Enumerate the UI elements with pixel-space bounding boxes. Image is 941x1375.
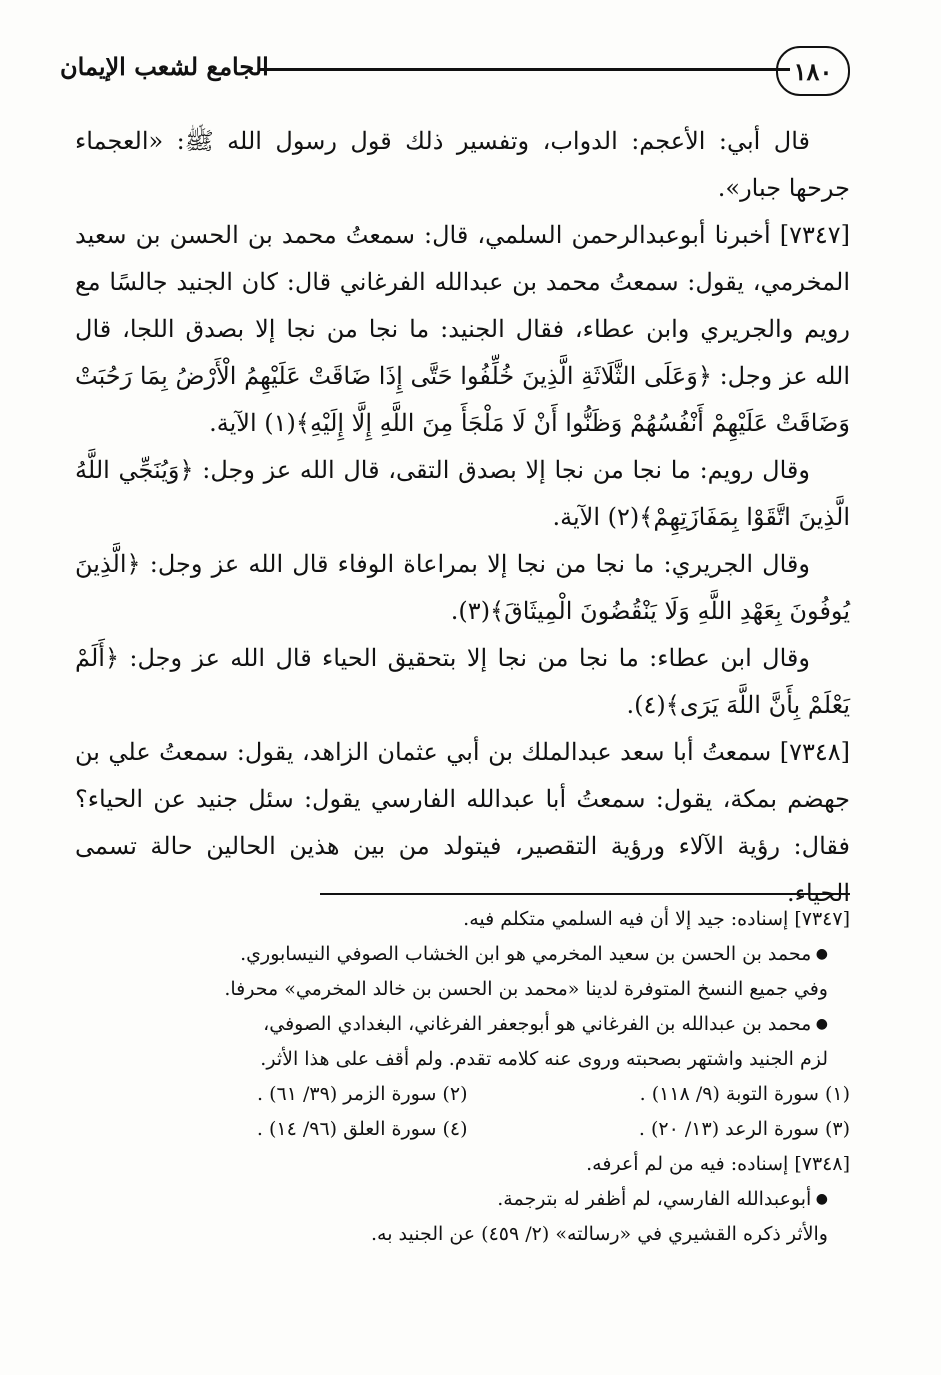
note-line: ● محمد بن عبدالله بن الفرغاني هو أبوجعفر الفرغاني، البغدادي الصوفي، (85, 1007, 850, 1042)
paragraph: وقال الجريري: ما نجا من نجا إلا بمراعاة الوفاء قال الله عز وجل: ﴿الَّذِينَ يُوفُونَ بِعَهْدِ اللَّهِ وَلَا يَنْقُضُونَ الْمِيثَاقَ﴾(٣). (75, 550, 850, 625)
quran-references (85, 1077, 850, 1147)
note-line: لزم الجنيد واشتهر بصحبته وروى عنه كلامه تقدم. ولم أقف على هذا الأثر. (260, 1048, 828, 1070)
paragraph: وقال رويم: ما نجا من نجا إلا بصدق التقى، قال الله عز وجل: ﴿وَيُنَجِّي اللَّهُ الَّذِينَ اتَّقَوْا بِمَفَازَتِهِمْ﴾(٢) الآية. (75, 456, 850, 531)
reference: (٣) سورة الرعد (١٣/ ٢٠) . (638, 1118, 850, 1140)
hadith-7348: [٧٣٤٨] سمعتُ أبا سعد عبدالملك بن أبي عثمان الزاهد، يقول: سمعتُ علي بن جهضم بمكة، يقول: سمعتُ أبا عبدالله الفارسي يقول: سئل جنيد عن الحياء؟ فقال: رؤية الآلاء ورؤية التقصير، فيتولد من بين هذين الحالين حالة تسمى الحياء. (75, 738, 850, 907)
footnote-separator (320, 893, 850, 895)
hadith-7347: [٧٣٤٧] أخبرنا أبوعبدالرحمن السلمي، قال: سمعتُ محمد بن الحسن بن سعيد المخرمي، يقول: سمعتُ محمد بن عبدالله الفرغاني قال: كان الجنيد جالسًا مع رويم والجريري وابن عطاء، فقال الجنيد: ما نجا من نجا إلا بصدق اللجا، قال الله عز وجل: ﴿وَعَلَى الثَّلَاثَةِ الَّذِينَ خُلِّفُوا حَتَّى إِذَا ضَاقَتْ عَلَيْهِمُ الْأَرْضُ بِمَا رَحُبَتْ وَضَاقَتْ عَلَيْهِمْ أَنْفُسُهُمْ وَظَنُّوا أَنْ لَا مَلْجَأَ مِنَ اللَّهِ إِلَّا إِلَيْهِ﴾(١) الآية. (75, 221, 850, 437)
reference: (١) سورة التوبة (٩/ ١١٨) . (639, 1083, 850, 1105)
note-isnad-7348: [٧٣٤٨] إسناده: فيه من لم أعرفه. (586, 1153, 850, 1175)
note-line: ● محمد بن الحسن بن سعيد المخرمي هو ابن الخشاب الصوفي النيسابوري. (85, 937, 850, 972)
note-line: وفي جميع النسخ المتوفرة لدينا «محمد بن الحسن بن خالد المخرمي» محرفا. (224, 978, 828, 1000)
page-header (60, 44, 860, 104)
note-isnad-7347: [٧٣٤٧] إسناده: جيد إلا أن فيه السلمي متكلم فيه. (463, 908, 850, 930)
note-line: ● أبوعبدالله الفارسي، لم أظفر له بترجمة. (85, 1182, 850, 1217)
paragraph: وقال ابن عطاء: ما نجا من نجا إلا بتحقيق الحياء قال الله عز وجل: ﴿أَلَمْ يَعْلَمْ بِأَنَّ اللَّهَ يَرَى﴾(٤). (75, 644, 850, 719)
main-text (75, 118, 850, 917)
footnotes (85, 902, 850, 1252)
paragraph: قال أبي: الأعجم: الدواب، وتفسير ذلك قول رسول الله ﷺ: «العجماء جرحها جبار». (75, 127, 850, 202)
reference: (٢) سورة الزمر (٣٩/ ٦١) . (257, 1083, 468, 1105)
reference: (٤) سورة العلق (٩٦/ ١٤) . (256, 1118, 468, 1140)
header-rule (260, 68, 790, 71)
note-line: والأثر ذكره القشيري في «رسالته» (٢/ ٤٥٩) عن الجنيد به. (370, 1223, 828, 1245)
running-title: الجامع لشعب الإيمان (60, 52, 269, 81)
page-number: ١٨٠ (776, 46, 850, 96)
